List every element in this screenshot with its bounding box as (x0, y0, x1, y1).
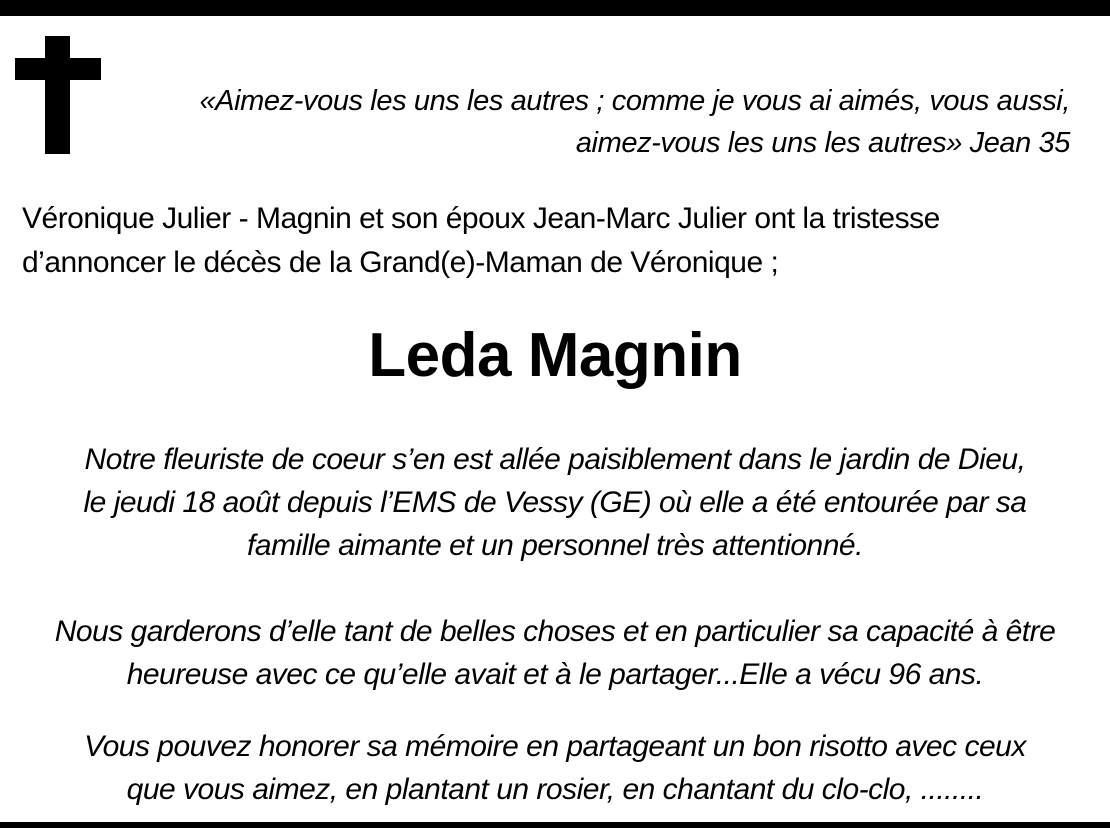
tribute-paragraph-3-line-2: que vous aimez, en plantant un rosier, en chantant du clo-clo, ........ (126, 773, 984, 806)
tribute-paragraph-3 (0, 725, 1110, 811)
tribute-paragraph-2 (0, 610, 1110, 696)
tribute-paragraph-1-line-1: Notre fleuriste de coeur s’en est allée paisiblement dans le jardin de Dieu, (84, 443, 1026, 476)
tribute-paragraph-1-line-3: famille aimante et un personnel très attentionné. (247, 529, 863, 562)
cross-vertical-bar (45, 36, 70, 154)
announcement-line-2: d’annoncer le décès de la Grand(e)-Maman de Véronique ; (22, 246, 779, 279)
bible-verse (90, 80, 1070, 164)
announcement-text (22, 197, 1092, 285)
tribute-paragraph-1-line-2: le jeudi 18 août depuis l’EMS de Vessy (GE) où elle a été entourée par sa (83, 486, 1027, 519)
tribute-paragraph-3-line-1: Vous pouvez honorer sa mémoire en partageant un bon risotto avec ceux (84, 730, 1026, 763)
cross-icon (15, 36, 101, 154)
bible-verse-line-2: aimez-vous les uns les autres» Jean 35 (575, 127, 1070, 159)
bottom-border (0, 822, 1110, 828)
announcement-line-1: Véronique Julier - Magnin et son époux Jean-Marc Julier ont la tristesse (22, 202, 940, 235)
tribute-paragraph-1 (0, 438, 1110, 567)
top-border (0, 0, 1110, 16)
deceased-name: Leda Magnin (368, 321, 742, 390)
bible-verse-line-1: «Aimez-vous les uns les autres ; comme je vous ai aimés, vous aussi, (199, 85, 1070, 117)
tribute-paragraph-2-line-1: Nous garderons d’elle tant de belles choses et en particulier sa capacité à être (54, 615, 1056, 648)
tribute-paragraph-2-line-2: heureuse avec ce qu’elle avait et à le partager...Elle a vécu 96 ans. (126, 658, 984, 691)
cross-horizontal-bar (15, 58, 101, 80)
